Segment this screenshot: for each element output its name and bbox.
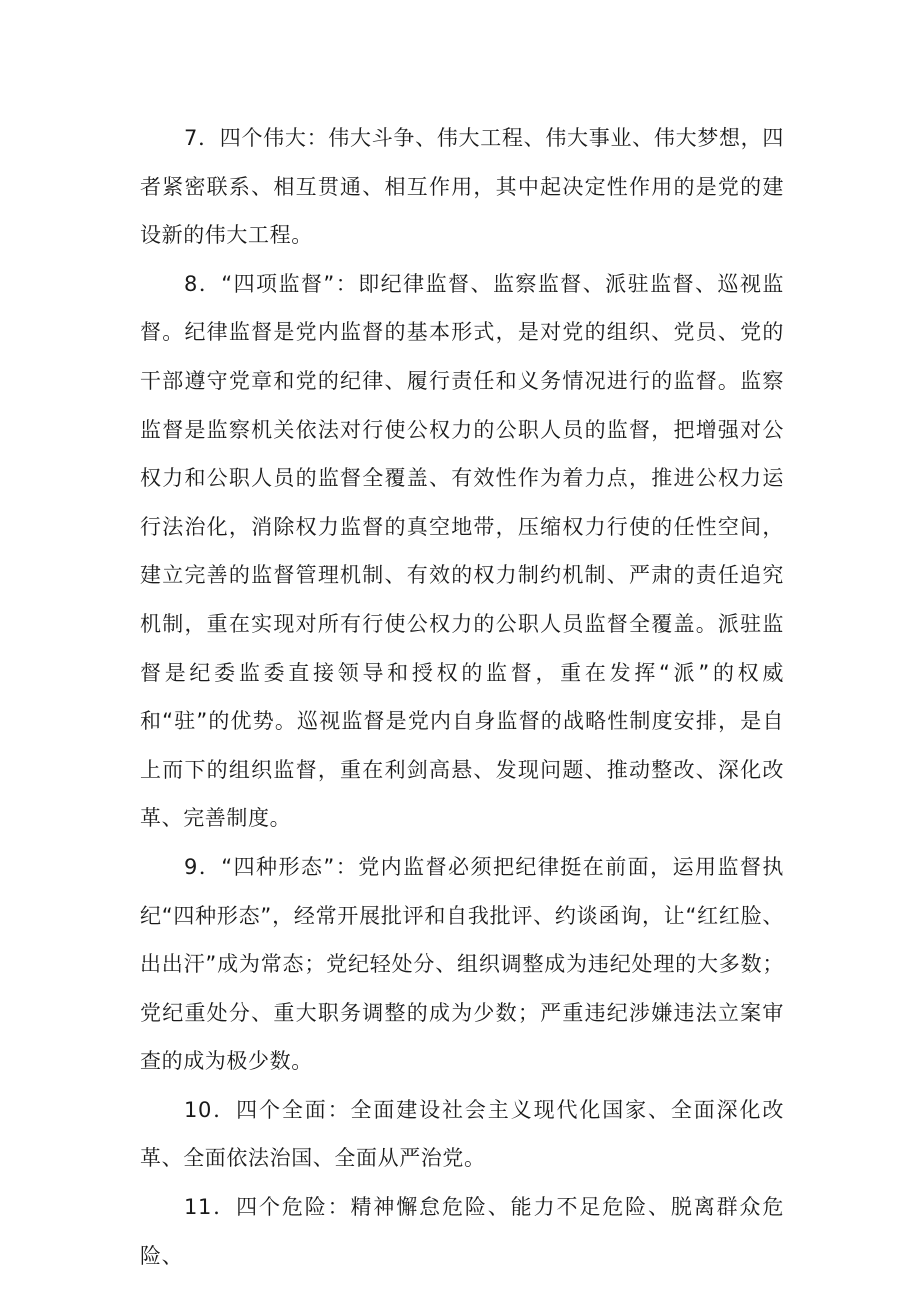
paragraph-item-9: 9．“四种形态”：党内监督必须把纪律挺在前面，运用监督执纪“四种形态”，经常开展批评和自我批评、约谈函询，让“红红脸、出出汗”成为常态；党纪轻处分、组织调整成为违纪处理的大多数；党纪重处分、重大职务调整的成为少数；严重违纪涉嫌违法立案审查的成为极少数。 <box>140 854 784 1074</box>
paragraph-item-7: 7．四个伟大：伟大斗争、伟大工程、伟大事业、伟大梦想，四者紧密联系、相互贯通、相互作用，其中起决定性作用的是党的建设新的伟大工程。 <box>140 126 784 248</box>
paragraph-item-8: 8．“四项监督”：即纪律监督、监察监督、派驻监督、巡视监督。纪律监督是党内监督的基本形式，是对党的组织、党员、党的干部遵守党章和党的纪律、履行责任和义务情况进行的监督。监察监督是监察机关依法对行使公权力的公职人员的监督，把增强对公权力和公职人员的监督全覆盖、有效性作为着力点，推进公权力运行法治化，消除权力监督的真空地带，压缩权力行使的任性空间，建立完善的监督管理机制、有效的权力制约机制、严肃的责任追究机制，重在实现对所有行使公权力的公职人员监督全覆盖。派驻监督是纪委监委直接领导和授权的监督，重在发挥“派”的权威和“驻”的优势。巡视监督是党内自身监督的战略性制度安排，是自上而下的组织监督，重在利剑高悬、发现问题、推动整改、深化改革、完善制度。 <box>140 271 784 831</box>
paragraph-item-11: 11．四个危险：精神懈怠危险、能力不足危险、脱离群众危险、 <box>140 1195 784 1268</box>
paragraph-item-10: 10．四个全面：全面建设社会主义现代化国家、全面深化改革、全面依法治国、全面从严治党。 <box>140 1097 784 1171</box>
